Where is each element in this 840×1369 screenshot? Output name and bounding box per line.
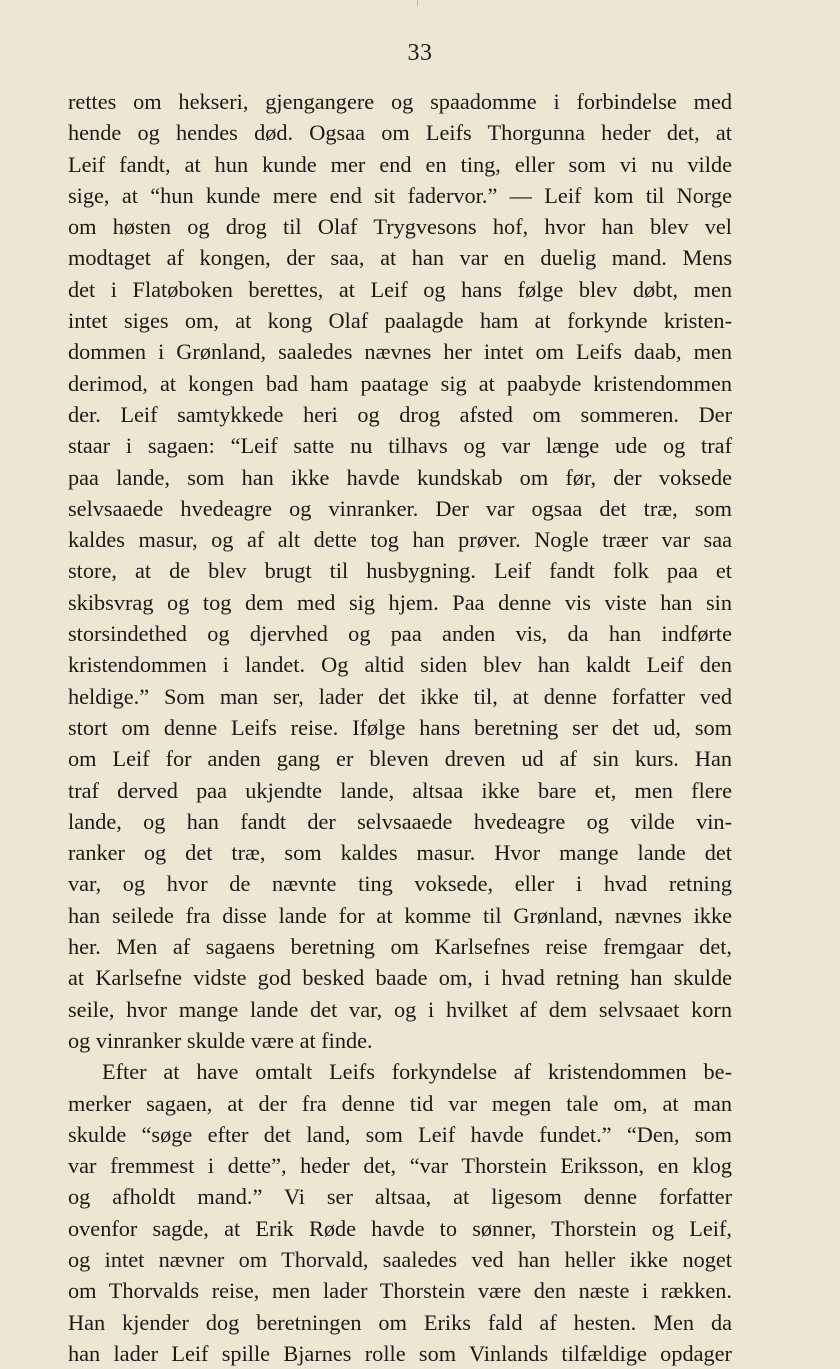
text-line: at Karlsefne vidste god besked baade om, i hvad retning han skulde xyxy=(68,965,732,991)
text-line: der. Leif samtykkede heri og drog afsted om sommeren. Der xyxy=(68,401,732,427)
text-line: om Leif for anden gang er bleven dreven ud af sin kurs. Han xyxy=(68,746,732,772)
text-line: om Thorvalds reise, men lader Thorstein være den næste i rækken. xyxy=(68,1278,732,1304)
text-line: kaldes masur, og af alt dette tog han prøver. Nogle træer var saa xyxy=(68,527,732,553)
text-line: intet siges om, at kong Olaf paalagde ham at forkynde kristen- xyxy=(68,308,732,334)
gutter-mark xyxy=(417,0,418,6)
text-line: ovenfor sagde, at Erik Røde havde to sønner, Thorstein og Leif, xyxy=(68,1215,732,1241)
text-line: stort om denne Leifs reise. Ifølge hans beretning ser det ud, som xyxy=(68,714,732,740)
text-line: og afholdt mand.” Vi ser altsaa, at ligesom denne forfatter xyxy=(68,1184,732,1210)
text-line: og intet nævner om Thorvald, saaledes ved han heller ikke noget xyxy=(68,1246,732,1272)
paragraph-end-line: og vinranker skulde være at finde. xyxy=(68,1027,373,1053)
text-line: heldige.” Som man ser, lader det ikke til, at denne forfatter ved xyxy=(68,683,732,709)
text-line: skulde “søge efter det land, som Leif havde fundet.” “Den, som xyxy=(68,1121,732,1147)
text-line: dommen i Grønland, saaledes nævnes her intet om Leifs daab, men xyxy=(68,339,732,365)
text-line: store, at de blev brugt til husbygning. Leif fandt folk paa et xyxy=(68,558,732,584)
text-line: selvsaaede hvedeagre og vinranker. Der var ogsaa det træ, som xyxy=(68,495,732,521)
paragraph-start-line: Efter at have omtalt Leifs forkyndelse af kristendommen be- xyxy=(102,1059,732,1085)
text-line: kristendommen i landet. Og altid siden blev han kaldt Leif den xyxy=(68,652,732,678)
text-line: skibsvrag og tog dem med sig hjem. Paa denne vis viste han sin xyxy=(68,589,732,615)
text-line: han seilede fra disse lande for at komme til Grønland, nævnes ikke xyxy=(68,902,732,928)
text-line: staar i sagaen: “Leif satte nu tilhavs og var længe ude og traf xyxy=(68,433,732,459)
page-number: 33 xyxy=(407,40,433,66)
text-line: var fremmest i dette”, heder det, “var Thorstein Eriksson, en klog xyxy=(68,1153,732,1179)
text-line: merker sagaen, at der fra denne tid var megen tale om, at man xyxy=(68,1090,732,1116)
text-line: lande, og han fandt der selvsaaede hvedeagre og vilde vin- xyxy=(68,808,732,834)
text-line: derimod, at kongen bad ham paatage sig at paabyde kristendommen xyxy=(68,370,732,396)
text-line: sige, at “hun kunde mere end sit fadervor.” — Leif kom til Norge xyxy=(68,182,732,208)
text-line: modtaget af kongen, der saa, at han var en duelig mand. Mens xyxy=(68,245,732,271)
text-line: Leif fandt, at hun kunde mer end en ting, eller som vi nu vilde xyxy=(68,151,732,177)
text-line: han lader Leif spille Bjarnes rolle som Vinlands tilfældige opdager xyxy=(68,1340,732,1366)
text-line: storsindethed og djervhed og paa anden vis, da han indførte xyxy=(68,621,732,647)
text-line: det i Flatøboken berettes, at Leif og hans følge blev døbt, men xyxy=(68,276,732,302)
text-line: om høsten og drog til Olaf Trygvesons hof, hvor han blev vel xyxy=(68,214,732,240)
text-line: hende og hendes død. Ogsaa om Leifs Thorgunna heder det, at xyxy=(68,120,732,146)
text-line: seile, hvor mange lande det var, og i hvilket af dem selvsaaet korn xyxy=(68,996,732,1022)
text-line: ranker og det træ, som kaldes masur. Hvor mange lande det xyxy=(68,840,732,866)
text-line: var, og hvor de nævnte ting voksede, eller i hvad retning xyxy=(68,871,732,897)
text-line: paa lande, som han ikke havde kundskab om før, der voksede xyxy=(68,464,732,490)
text-line: traf derved paa ukjendte lande, altsaa ikke bare et, men flere xyxy=(68,777,732,803)
text-line: her. Men af sagaens beretning om Karlsefnes reise fremgaar det, xyxy=(68,934,732,960)
text-line: rettes om hekseri, gjengangere og spaadomme i forbindelse med xyxy=(68,89,732,114)
body-text xyxy=(68,86,732,1369)
text-line: Han kjender dog beretningen om Eriks fald af hesten. Men da xyxy=(68,1309,732,1335)
